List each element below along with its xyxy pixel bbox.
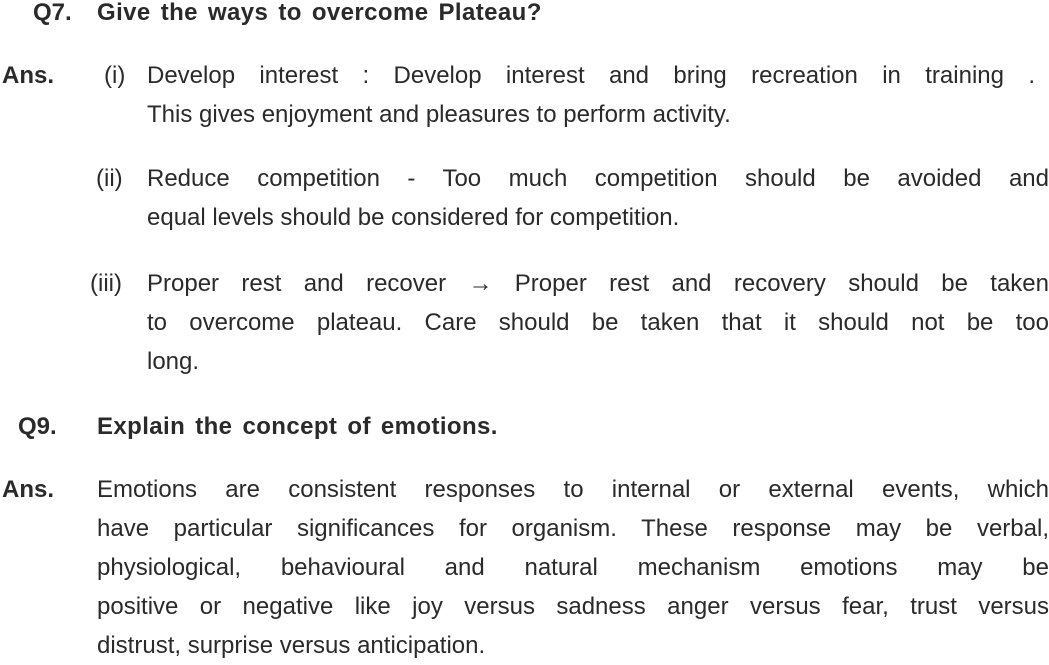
- answer-text: [97, 470, 1049, 665]
- text-line: to overcome plateau. Care should be taken that it should not be too: [147, 309, 1049, 336]
- text-line: long.: [147, 348, 200, 375]
- list-item-number: (ii): [96, 165, 123, 192]
- question-number: Q7.: [33, 0, 72, 26]
- text-line: equal levels should be considered for competition.: [147, 204, 680, 231]
- text-line: This gives enjoyment and pleasures to perform activity.: [147, 101, 731, 128]
- list-item-text: [147, 264, 1049, 381]
- list-item-text: [147, 56, 1035, 134]
- text-line: Develop interest : Develop interest and bring recreation in training .: [147, 62, 1035, 89]
- list-item-number: (iii): [90, 270, 122, 297]
- text-line: Emotions are consistent responses to internal or external events, which: [97, 476, 1049, 503]
- text-line: physiological, behavioural and natural mechanism emotions may be: [97, 554, 1049, 581]
- question-title: Give the ways to overcome Plateau?: [97, 0, 542, 26]
- answer-label: Ans.: [2, 62, 55, 89]
- question-number: Q9.: [18, 413, 57, 440]
- text-line: Proper rest and recover → Proper rest and recovery should be taken: [147, 270, 1049, 297]
- text-line: Reduce competition - Too much competition should be avoided and: [147, 165, 1049, 192]
- list-item-text: [147, 159, 1049, 237]
- text-line: have particular significances for organism. These response may be verbal,: [97, 515, 1049, 542]
- text-line: distrust, surprise versus anticipation.: [97, 632, 486, 659]
- text-line: positive or negative like joy versus sadness anger versus fear, trust versus: [97, 593, 1049, 620]
- list-item-number: (i): [104, 62, 126, 89]
- question-title: Explain the concept of emotions.: [97, 413, 498, 440]
- answer-label: Ans.: [2, 476, 55, 503]
